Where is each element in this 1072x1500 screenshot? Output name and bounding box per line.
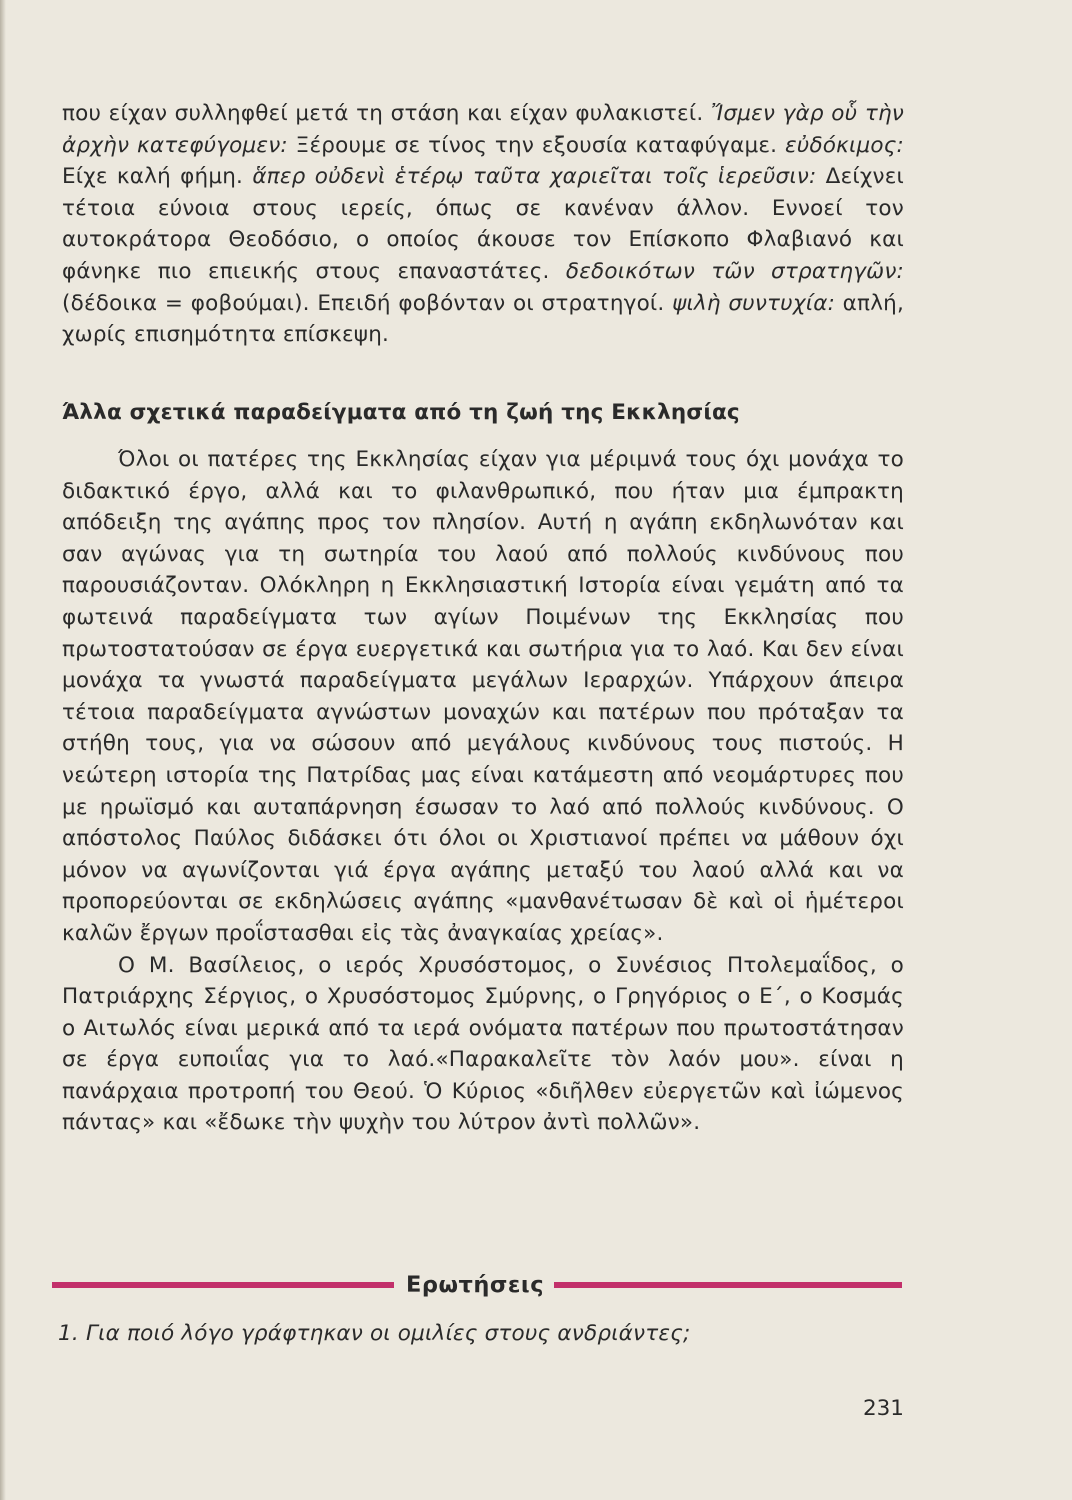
decorative-rule-left bbox=[52, 1282, 394, 1288]
questions-title: Ερωτήσεις bbox=[405, 1272, 545, 1298]
note-segment: απλή, χωρίς επισημότητα επίσκεψη. bbox=[62, 290, 904, 348]
note-term: Ἴσμεν γὰρ οὗ τὴν ἀρχὴν κατεφύγομεν: bbox=[62, 101, 904, 158]
decorative-rule-right bbox=[554, 1282, 902, 1288]
questions-header bbox=[52, 1268, 904, 1304]
page-number: 231 bbox=[862, 1396, 904, 1421]
note-segment: Δείχνει τέτοια εύνοια στους ιερείς, όπως σε κανέναν άλλον. Εννοεί τον αυτοκράτορα Θεοδόσιο, ο οποίος άκουσε τον Επίσκοπο Φλαβιανό και φάνηκε πιο επιεικής στους επαναστάτες. bbox=[62, 164, 905, 284]
note-term: δεδοικότων τῶν στρατηγῶν: bbox=[565, 258, 904, 284]
questions-list bbox=[58, 1318, 904, 1349]
note-term: ἅπερ οὐδενὶ ἑτέρῳ ταῦτα χαριεῖται τοῖς ἱερεῦσιν: bbox=[252, 164, 817, 190]
page-edge bbox=[0, 0, 6, 1500]
question-item: 1. Για ποιό λόγο γράφτηκαν οι ομιλίες στους ανδριάντες; bbox=[58, 1321, 691, 1346]
glossary-notes bbox=[62, 98, 904, 351]
note-term: εὐδόκιμος: bbox=[784, 132, 904, 158]
note-segment: Είχε καλή φήμη. bbox=[62, 164, 253, 190]
body-paragraph: Ο Μ. Βασίλειος, ο ιερός Χρυσόστομος, ο Συνέσιος Πτολεμαΐδος, ο Πατριάρχης Σέργιος, ο Χρυσόστομος Σμύρνης, ο Γρηγόριος ο Ε΄, ο Κοσμάς ο Αιτωλός είναι μερικά από τα ιερά ονόματα πατέρων που πρωτοστάτησαν σε έργα ευποιΐας για το λαό.«Παρακαλεῖτε τὸν λαόν μου». είναι η πανάρχαια προτροπή του Θεού. Ὁ Κύριος «διῆλθεν εὐεργετῶν καὶ ἰώμενος πάντας» και «ἔδωκε τὴν ψυχὴν του λύτρον ἀντὶ πολλῶν». bbox=[62, 952, 904, 1136]
section-heading: Άλλα σχετικά παραδείγματα από τη ζωή της Εκκλησίας bbox=[62, 400, 740, 425]
note-segment: Ξέρουμε σε τίνος την εξουσία καταφύγαμε. bbox=[287, 132, 785, 158]
section-body bbox=[62, 444, 904, 1139]
body-paragraph: Όλοι οι πατέρες της Εκκλησίας είχαν για μέριμνά τους όχι μονάχα το διδακτικό έργο, αλλά και το φιλανθρωπικό, που ήταν μια έμπρακτη απόδειξη της αγάπης προς τον πλησίον. Αυτή η αγάπη εκδηλωνόταν και σαν αγώνας για τη σωτηρία του λαού από πολλούς κινδύνους που παρουσιάζονταν. Ολόκληρη η Εκκλησιαστική Ιστορία είναι γεμάτη από τα φωτεινά παραδείγματα των αγίων Ποιμένων της Εκκλησίας που πρωτοστατούσαν σε έργα ευεργετικά και σωτήρια για το λαό. Και δεν είναι μονάχα τα γνωστά παραδείγματα μεγάλων Ιεραρχών. Υπάρχουν άπειρα τέτοια παραδείγματα αγνώστων μοναχών και πατέρων που πρόταξαν τα στήθη τους, για να σώσουν από μεγάλους κινδύνους τους πιστούς. Η νεώτερη ιστορία της Πατρίδας μας είναι κατάμεστη από νεομάρτυρες που με ηρωϊσμό και αυταπάρνηση έσωσαν το λαό από πολλούς κινδύνους. Ο απόστολος Παύλος διδάσκει ότι όλοι οι Χριστιανοί πρέπει να μάθουν όχι μόνον να αγωνίζονται γιά έργα αγάπης μεταξύ του λαού αλλά και να προπορεύονται σε εκδηλώσεις αγάπης «μανθανέτωσαν δὲ καὶ οἱ ἡμέτεροι καλῶν ἔργων προΐστασθαι εἰς τὰς ἀναγκαίας χρείας». bbox=[62, 447, 904, 946]
note-term: ψιλὴ συντυχία: bbox=[672, 290, 836, 316]
note-segment: που είχαν συλληφθεί μετά τη στάση και είχαν φυλακιστεί. bbox=[62, 101, 711, 126]
note-segment: (δέδοικα = φοβούμαι). Επειδή φοβόνταν οι στρατηγοί. bbox=[62, 290, 673, 316]
